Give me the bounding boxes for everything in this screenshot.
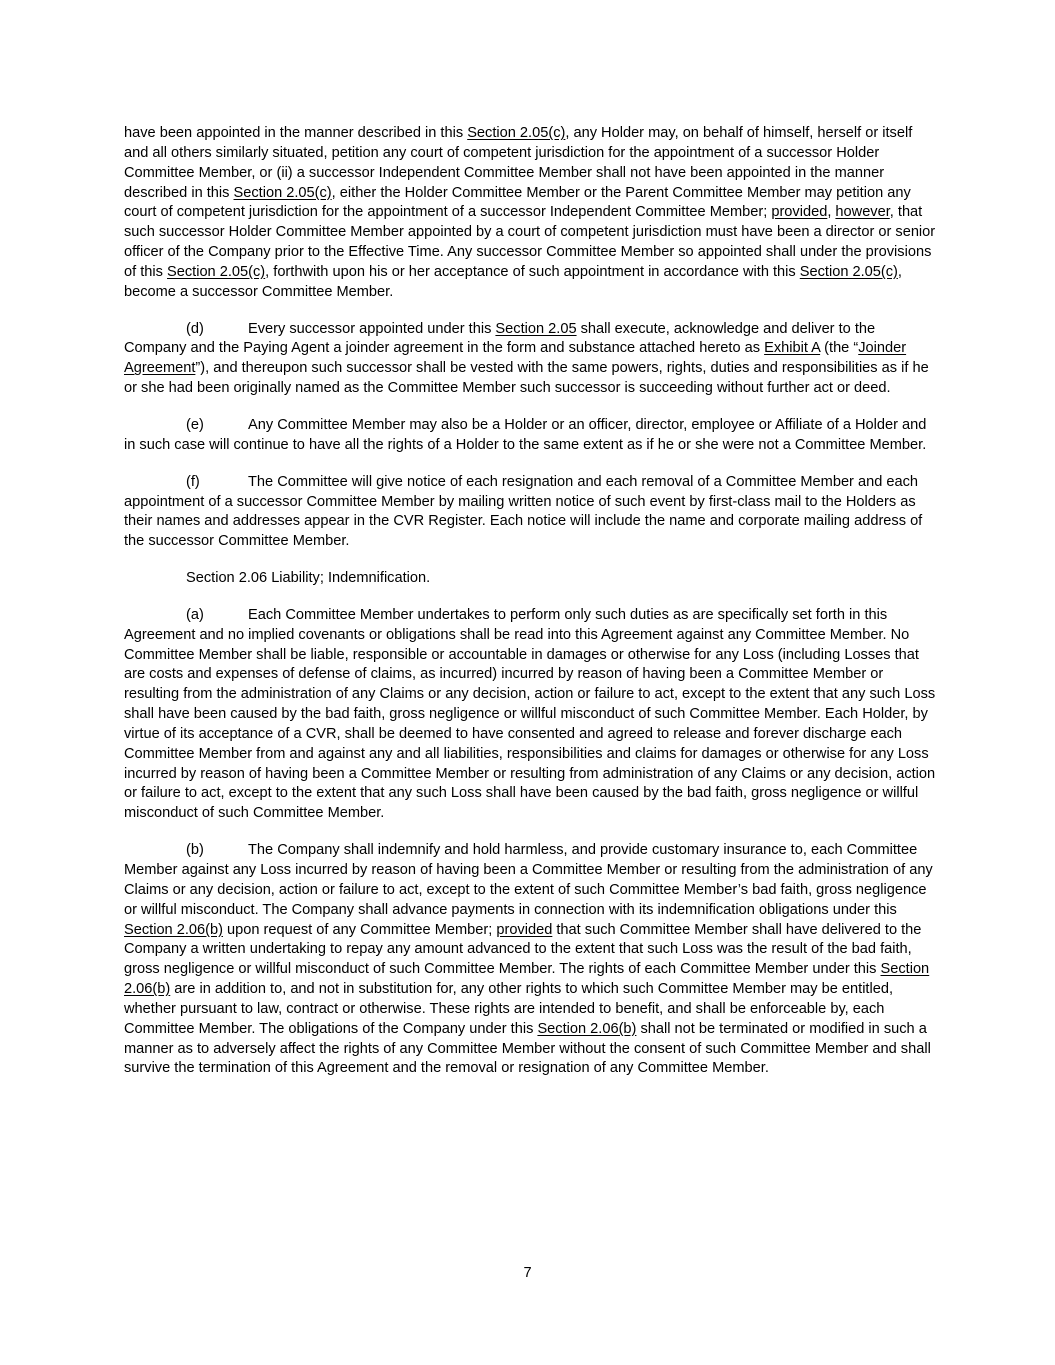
defined-term: provided <box>771 204 828 221</box>
paragraph-label: (d) <box>186 320 204 337</box>
exhibit-reference: Exhibit A <box>764 340 821 357</box>
text-run: shall execute, acknowledge and deliver to the Company and the Paying Agent a joinder agreement in the form and substance attached hereto as <box>124 320 876 357</box>
text-run: ”), and thereupon such successor shall be vested with the same powers, rights, duties and responsibilities as if he or she had been originally named as the Committee Member such successor is succeeding without further act or deed. <box>124 360 929 397</box>
paragraph-label: (f) <box>186 473 200 490</box>
text-run: upon request of any Committee Member; <box>222 921 497 938</box>
text-run: Each Committee Member undertakes to perform only such duties as are specifically set forth in this Agreement and no implied covenants or obligations shall be read into this Agreement against any Committee Member. No Committee Member shall be liable, responsible or accountable in damages or otherwise for any Loss (including Losses that are costs and expenses of defense of claims, as incurred) incurred by reason of having been a Committee Member or resulting from the administration of any Claims or any decision, action or failure to act, except to the extent that any such Loss shall have been caused by the bad faith, gross negligence or willful misconduct of such Committee Member. Each Holder, by virtue of its acceptance of a CVR, shall be deemed to have consented and agreed to release and forever discharge each Committee Member from and against any and all liabilities, responsibilities and claims for damages or otherwise for any Loss incurred by reason of having been a Committee Member or resulting from administration of any Claims or any decision, action or failure to act, except to the extent that any such Loss shall have been caused by the bad faith, gross negligence or willful misconduct of such Committee Member. <box>124 606 936 822</box>
text-run: , forthwith upon his or her acceptance of such appointment in accordance with this <box>265 263 800 280</box>
paragraph-label: (e) <box>186 416 204 433</box>
page-number: 7 <box>523 1265 532 1281</box>
text-run: , any Holder may, on behalf of himself, herself or itself and all others similarly situated, petition any court of competent jurisdiction for the appointment of a successor Holder Committee Member, or (ii) a successor Independent Committee Member shall not have been appointed in the manner described in this <box>124 125 913 201</box>
paragraph-a <box>124 606 936 824</box>
paragraph-continuation <box>124 124 936 303</box>
section-reference: Section 2.05(c) <box>799 263 898 280</box>
text-run: have been appointed in the manner described in this <box>124 125 468 141</box>
section-reference: Section 2.05(c) <box>233 184 332 201</box>
paragraph-d <box>124 320 936 399</box>
text-run: , that such successor Holder Committee Member appointed by a court of competent jurisdiction must have been a director or senior officer of the Company prior to the Effective Time. Any successor Committee Member so appointed shall under the provisions of this <box>124 204 936 280</box>
text-run: , become a successor Committee Member. <box>124 263 902 300</box>
paragraph-e <box>124 416 936 456</box>
text-run: The Committee will give notice of each resignation and each removal of a Committee Member and each appointment of a successor Committee Member by mailing written notice of such event by first-class mail to the Holders as their names and addresses appear in the CVR Register. Each notice will include the name and corporate mailing address of the successor Committee Member. <box>124 473 923 550</box>
defined-term: provided <box>496 921 553 938</box>
defined-term: however <box>835 204 890 221</box>
defined-term: Joinder Agreement <box>124 340 907 377</box>
paragraph-f <box>124 473 936 552</box>
text-run: are in addition to, and not in substitution for, any other rights to which such Committee Member may be entitled, whether pursuant to law, contract or otherwise. These rights are intended to benefit, and shall be enforceable by, each Committee Member. The obligations of the Company under this <box>124 981 894 1037</box>
paragraph-label: (a) <box>186 606 204 623</box>
text-run: that such Committee Member shall have delivered to the Company a written undertaking to repay any amount advanced to the extent that such Loss was the result of the bad faith, gross negligence or willful misconduct of such Committee Member. The rights of each Committee Member under this <box>124 921 922 978</box>
text-run: The Company shall indemnify and hold harmless, and provide customary insurance to, each Committee Member against any Loss incurred by reason of having been a Committee Member or resulting from the administration of any Claims or any decision, action or failure to act, except to the extent of such Committee Member’s bad faith, gross negligence or willful misconduct. The Company shall advance payments in connection with its indemnification obligations under this <box>124 842 933 918</box>
section-reference: Section 2.05(c) <box>467 125 566 141</box>
document-page <box>124 124 936 1096</box>
text-run: , either the Holder Committee Member or the Parent Committee Member may petition any court of competent jurisdiction for the appointment of a successor Independent Committee Member; <box>124 184 911 221</box>
text-run: Every successor appointed under this <box>248 320 496 337</box>
section-reference: Section 2.05(c) <box>167 263 266 280</box>
section-reference: Section 2.05 <box>495 320 577 337</box>
section-reference: Section 2.06(b) <box>124 921 223 938</box>
text-run: Any Committee Member may also be a Holder or an officer, director, employee or Affiliate of a Holder and in such case will continue to have all the rights of a Holder to the same extent as if he or she were not a Committee Member. <box>124 416 927 453</box>
paragraph-b <box>124 841 936 1079</box>
section-reference: Section 2.06(b) <box>537 1020 637 1037</box>
text-run: , <box>827 204 836 221</box>
paragraph-label: (b) <box>186 842 204 859</box>
text-run: (the “ <box>820 340 859 357</box>
section-heading: Section 2.06 Liability; Indemnification. <box>186 570 431 587</box>
text-run: shall not be terminated or modified in such a manner as to adversely affect the rights of any Committee Member without the consent of such Committee Member and shall survive the termination of this Agreement and the removal or resignation of any Committee Member. <box>124 1020 931 1077</box>
section-reference: Section 2.06(b) <box>124 961 930 998</box>
